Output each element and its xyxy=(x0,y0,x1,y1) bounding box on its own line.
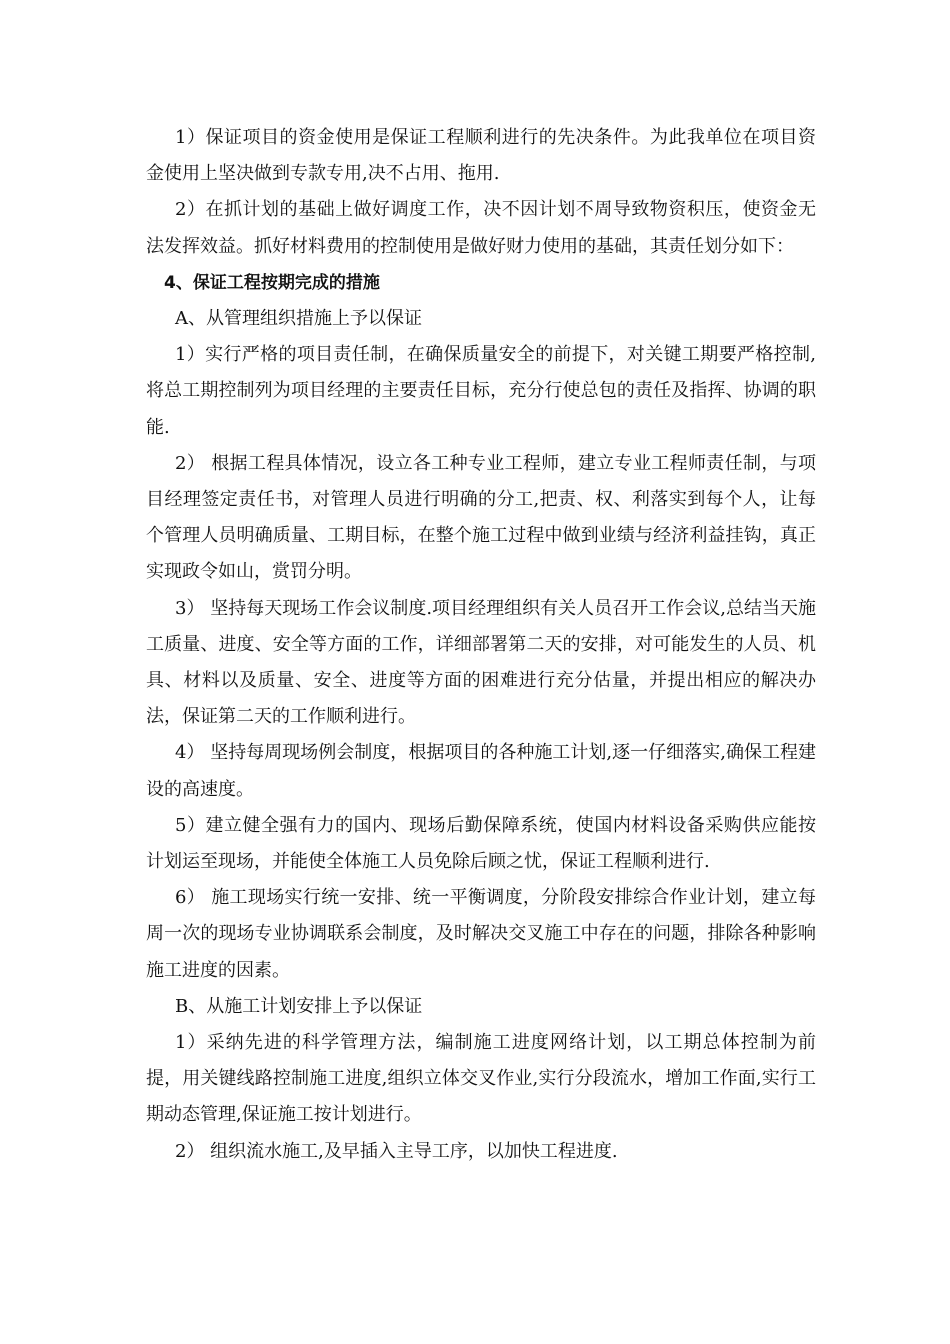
subsection-a-item-1: 1）实行严格的项目责任制，在确保质量安全的前提下，对关键工期要严格控制,将总工期控制列为项目经理的主要责任目标，充分行使总包的责任及指挥、协调的职能. xyxy=(146,344,816,438)
subsection-a-item-5: 5）建立健全强有力的国内、现场后勤保障系统，使国内材料设备采购供应能按计划运至现场，并能使全体施工人员免除后顾之忧，保证工程顺利进行. xyxy=(146,814,816,873)
subsection-b-item-1: 1）采纳先进的科学管理方法，编制施工进度网络计划，以工期总体控制为前提，用关键线路控制施工进度,组织立体交叉作业,实行分段流水，增加工作面,实行工期动态管理,保证施工按计划进行。 xyxy=(146,1032,816,1126)
subsection-a-item-4: 4） 坚持每周现场例会制度，根据项目的各种施工计划,逐一仔细落实,确保工程建设的高速度。 xyxy=(146,742,816,800)
document-page xyxy=(146,120,816,1170)
paragraph-funding-2: 2）在抓计划的基础上做好调度工作，决不因计划不周导致物资积压，使资金无法发挥效益。抓好材料费用的控制使用是做好财力使用的基础，其责任划分如下： xyxy=(146,199,816,257)
subsection-b-title: B、从施工计划安排上予以保证 xyxy=(175,995,423,1017)
subsection-a-item-2: 2） 根据工程具体情况，设立各工种专业工程师，建立专业工程师责任制，与项目经理签定责任书，对管理人员进行明确的分工,把责、权、利落实到每个人，让每个管理人员明确质量、工期目标，在整个施工过程中做到业绩与经济利益挂钩，真正实现政令如山，赏罚分明。 xyxy=(146,452,816,583)
subsection-a-item-3: 3） 坚持每天现场工作会议制度.项目经理组织有关人员召开工作会议,总结当天施工质量、进度、安全等方面的工作，详细部署第二天的安排，对可能发生的人员、机具、材料以及质量、安全、进度等方面的困难进行充分估量，并提出相应的解决办法，保证第二天的工作顺利进行。 xyxy=(146,597,816,728)
section-heading: 4、保证工程按期完成的措施 xyxy=(164,272,380,293)
paragraph-funding-1: 1）保证项目的资金使用是保证工程顺利进行的先决条件。为此我单位在项目资金使用上坚决做到专款专用,决不占用、拖用. xyxy=(146,127,816,185)
subsection-a-title: A、从管理组织措施上予以保证 xyxy=(175,308,422,330)
subsection-a-item-6: 6） 施工现场实行统一安排、统一平衡调度，分阶段安排综合作业计划，建立每周一次的现场专业协调联系会制度，及时解决交叉施工中存在的问题，排除各种影响施工进度的因素。 xyxy=(146,887,816,981)
subsection-b-item-2: 2） 组织流水施工,及早插入主导工序，以加快工程进度. xyxy=(175,1140,618,1162)
